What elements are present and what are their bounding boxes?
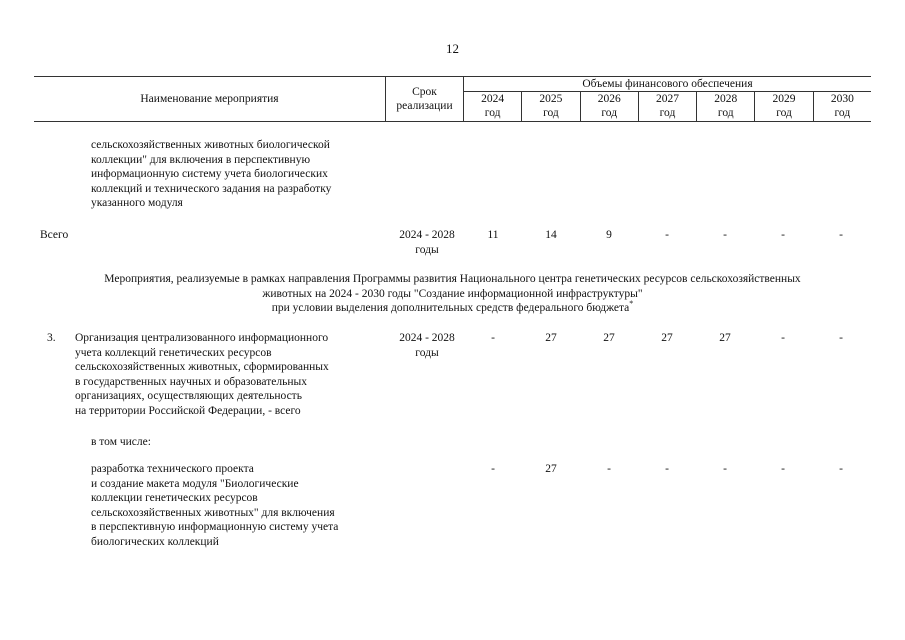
subitem-value-2027: -	[665, 463, 669, 475]
section-heading	[34, 272, 871, 316]
total-value-2026: 9	[606, 229, 612, 241]
total-value-2027: -	[665, 229, 669, 241]
header-activity-name: Наименование мероприятия	[34, 77, 386, 121]
year-unit: год	[834, 107, 851, 119]
year-unit: год	[659, 107, 676, 119]
header-term	[386, 77, 464, 121]
item-value-2030: -	[839, 332, 843, 344]
subitem-text: разработка технического проекта и создание макета модуля "Биологические коллекции генетических ресурсов сельскохозяйственных животных" для включения в перспективную информационную систему учета биологических коллекций	[91, 463, 339, 548]
table-header	[34, 76, 871, 122]
total-value-2030: -	[839, 229, 843, 241]
header-term-label: Срок реализации	[396, 85, 453, 112]
header-year-2030	[814, 92, 871, 121]
item-value-2026: 27	[603, 332, 615, 344]
year-label: 2025	[539, 93, 563, 105]
header-year-2028	[697, 92, 755, 121]
header-year-2027	[639, 92, 697, 121]
subitem-value-2026: -	[607, 463, 611, 475]
item-text: Организация централизованного информационного учета коллекций генетических ресурсов сельскохозяйственных животных, сформированных в государственных научных и образовательных организациях, осуществляющих деятельность на территории Российской Федерации, - всего	[75, 332, 329, 417]
item-value-2025: 27	[545, 332, 557, 344]
year-unit: год	[717, 107, 734, 119]
item-value-2027: 27	[661, 332, 673, 344]
item-value-2028: 27	[719, 332, 731, 344]
header-year-2025	[522, 92, 580, 121]
header-year-2026	[581, 92, 639, 121]
year-label: 2026	[597, 93, 621, 105]
item-row-3	[0, 331, 905, 421]
header-funding: Объемы финансового обеспечения	[464, 77, 871, 92]
subitem-row	[0, 462, 905, 557]
item-term: 2024 - 2028 годы	[399, 332, 455, 359]
page-number: 12	[446, 41, 459, 56]
subitem-value-2030: -	[839, 463, 843, 475]
section-heading-line1: Мероприятия, реализуемые в рамках направления Программы развития Национального центра генетических ресурсов сельскохозяйственных	[104, 273, 801, 285]
item-number: 3.	[47, 332, 56, 344]
year-label: 2024	[481, 93, 505, 105]
header-year-2029	[755, 92, 813, 121]
total-value-2024: 11	[487, 229, 499, 241]
total-value-2025: 14	[545, 229, 557, 241]
subitem-value-2024: -	[491, 463, 495, 475]
including-label: в том числе:	[91, 436, 151, 448]
total-label: Всего	[40, 229, 69, 241]
year-unit: год	[601, 107, 618, 119]
total-term: 2024 - 2028 годы	[399, 229, 455, 256]
subitem-value-2025: 27	[545, 463, 557, 475]
year-unit: год	[543, 107, 559, 119]
subitem-value-2029: -	[781, 463, 785, 475]
section-heading-line3-wrap	[34, 301, 871, 316]
year-label: 2030	[830, 93, 854, 105]
section-heading-line3: при условии выделения дополнительных средств федерального бюджета	[271, 302, 630, 314]
year-label: 2028	[714, 93, 738, 105]
total-value-2029: -	[781, 229, 785, 241]
item-value-2024: -	[491, 332, 495, 344]
item-value-2029: -	[781, 332, 785, 344]
subitem-value-2028: -	[723, 463, 727, 475]
total-row	[0, 228, 905, 258]
header-years	[464, 92, 871, 121]
year-label: 2027	[655, 93, 679, 105]
year-label: 2029	[772, 93, 796, 105]
year-unit: год	[776, 107, 792, 119]
section-heading-line2: животных на 2024 - 2030 годы "Создание информационной инфраструктуры"	[262, 287, 643, 300]
continuation-text: сельскохозяйственных животных биологической коллекции" для включения в перспективную информационную систему учета биологических коллекций и технического задания на разработку указанного модуля	[91, 139, 332, 209]
footnote-mark: *	[629, 299, 634, 309]
year-unit: год	[484, 107, 501, 119]
total-value-2028: -	[723, 229, 727, 241]
header-year-2024	[464, 92, 522, 121]
